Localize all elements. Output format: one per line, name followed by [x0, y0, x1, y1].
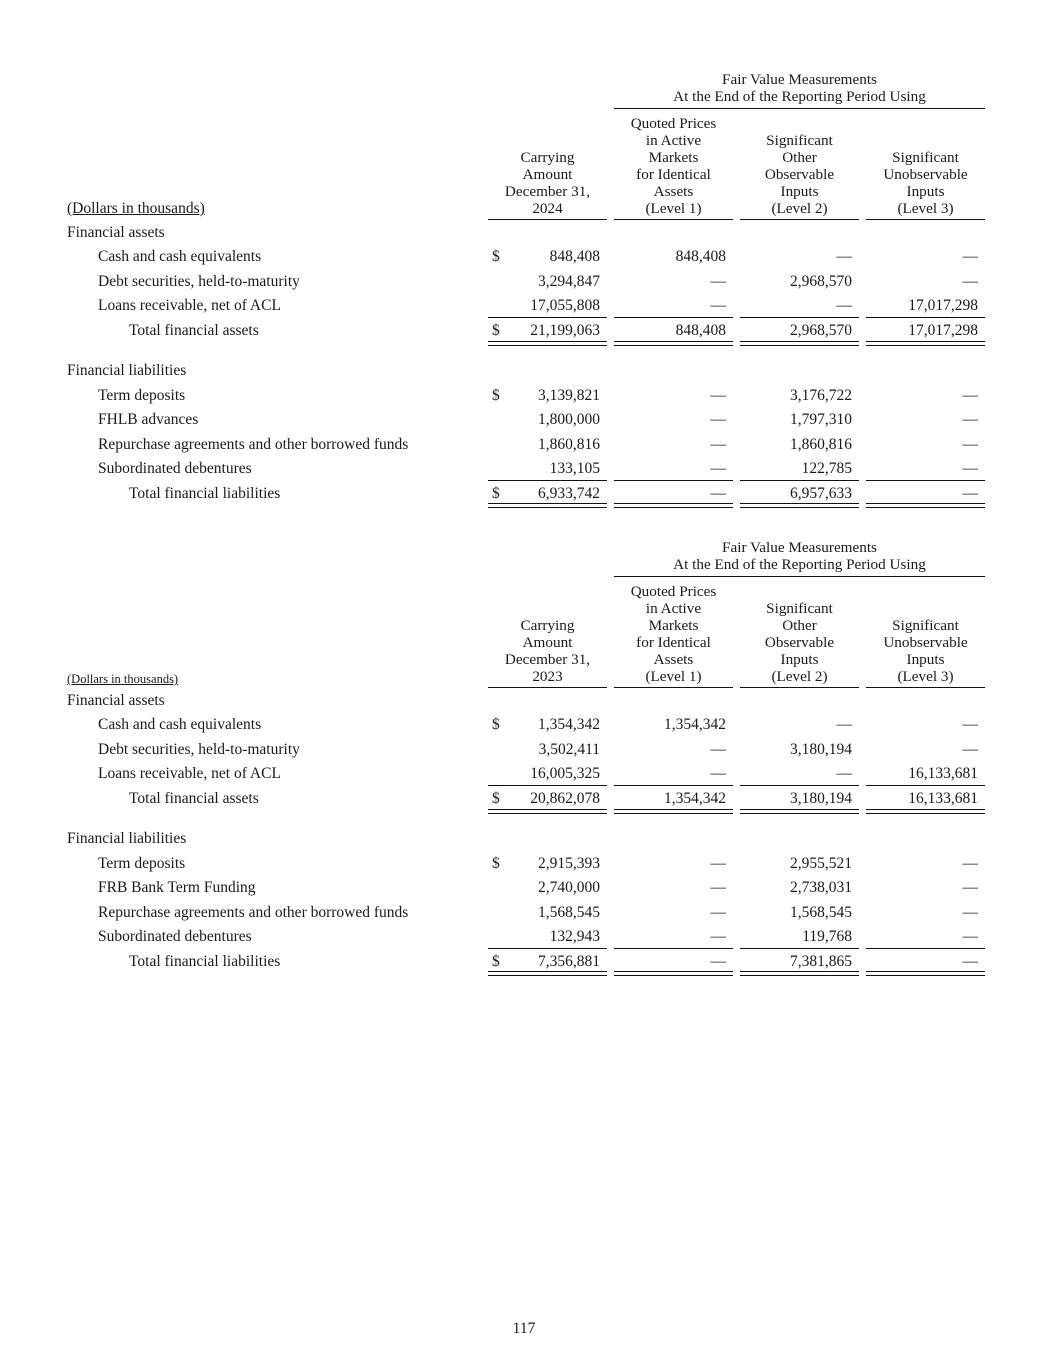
- double-rule: [488, 341, 607, 346]
- row-label: Debt securities, held-to-maturity: [98, 741, 300, 758]
- header-rule: [488, 219, 607, 220]
- carrying-value: 1,860,816: [538, 436, 600, 453]
- subtotal-rule: [740, 480, 859, 481]
- row-label: FRB Bank Term Funding: [98, 879, 256, 896]
- column-header-level2: [740, 600, 859, 685]
- level1-total: 1,354,342: [664, 790, 726, 807]
- header-line: (Level 3): [897, 668, 954, 685]
- header-line: Observable: [764, 634, 835, 651]
- header-rule: [614, 219, 733, 220]
- level2-value: 1,797,310: [790, 411, 852, 428]
- header-rule: [740, 219, 859, 220]
- total-label: Total financial liabilities: [129, 953, 281, 970]
- double-rule: [740, 341, 859, 346]
- level1-value: —: [710, 297, 726, 314]
- subtotal-rule: [740, 317, 859, 318]
- level1-total: —: [710, 953, 726, 970]
- subtotal-rule: [488, 785, 607, 786]
- currency-symbol: $: [492, 387, 500, 404]
- level3-value: —: [962, 387, 978, 404]
- level2-value: —: [836, 765, 852, 782]
- section-title-financial-liabilities: Financial liabilities: [67, 362, 187, 379]
- column-header-carrying: [488, 617, 607, 685]
- double-rule: [614, 809, 733, 814]
- double-rule: [866, 971, 985, 976]
- level1-value: —: [710, 904, 726, 921]
- level3-value: —: [962, 248, 978, 265]
- total-label: Total financial assets: [129, 790, 259, 807]
- group-header-rule: [614, 108, 985, 109]
- row-label: FHLB advances: [98, 411, 199, 428]
- level1-total: —: [710, 485, 726, 502]
- level2-total: 2,968,570: [790, 322, 852, 339]
- header-line: Amount: [522, 634, 573, 651]
- double-rule: [614, 503, 733, 508]
- section-title-financial-liabilities: Financial liabilities: [67, 830, 187, 847]
- group-header-line: Fair Value Measurements: [722, 539, 877, 556]
- level3-total: —: [962, 485, 978, 502]
- row-label: Subordinated debentures: [98, 460, 252, 477]
- carrying-value: 848,408: [549, 248, 600, 265]
- total-label: Total financial assets: [129, 322, 259, 339]
- header-line: Significant: [892, 617, 959, 634]
- double-rule: [740, 809, 859, 814]
- level2-value: —: [836, 297, 852, 314]
- carrying-value: 132,943: [549, 928, 600, 945]
- carrying-total: 21,199,063: [530, 322, 600, 339]
- level2-value: —: [836, 716, 852, 733]
- level1-value: —: [710, 879, 726, 896]
- page-number: 117: [512, 1320, 536, 1337]
- level3-value: —: [962, 741, 978, 758]
- double-rule: [740, 503, 859, 508]
- level1-value: —: [710, 741, 726, 758]
- header-rule: [614, 687, 733, 688]
- level2-value: 3,180,194: [790, 741, 852, 758]
- level3-value: —: [962, 273, 978, 290]
- header-rule: [488, 687, 607, 688]
- header-line: Inputs: [780, 183, 819, 200]
- group-header: [614, 539, 985, 573]
- column-header-level3: [866, 149, 985, 217]
- row-label: Subordinated debentures: [98, 928, 252, 945]
- header-line: 2023: [532, 668, 563, 685]
- header-line: Markets: [648, 149, 699, 166]
- header-line: Inputs: [780, 651, 819, 668]
- level2-value: 2,955,521: [790, 855, 852, 872]
- row-label: Term deposits: [98, 855, 186, 872]
- level1-value: —: [710, 765, 726, 782]
- level3-value: —: [962, 411, 978, 428]
- total-label: Total financial liabilities: [129, 485, 281, 502]
- row-label: Debt securities, held-to-maturity: [98, 273, 300, 290]
- level3-value: —: [962, 879, 978, 896]
- carrying-total: 7,356,881: [538, 953, 600, 970]
- level1-value: —: [710, 436, 726, 453]
- level2-value: —: [836, 248, 852, 265]
- header-line: (Level 3): [897, 200, 954, 217]
- header-line: Significant: [892, 149, 959, 166]
- subtotal-rule: [488, 317, 607, 318]
- row-label: Term deposits: [98, 387, 186, 404]
- subtotal-rule: [866, 480, 985, 481]
- units-label: (Dollars in thousands): [67, 200, 205, 217]
- double-rule: [740, 971, 859, 976]
- header-line: Significant: [766, 132, 833, 149]
- double-rule: [488, 809, 607, 814]
- level2-value: 1,860,816: [790, 436, 852, 453]
- subtotal-rule: [740, 948, 859, 949]
- level2-value: 2,738,031: [790, 879, 852, 896]
- level2-value: 3,176,722: [790, 387, 852, 404]
- level2-total: 6,957,633: [790, 485, 852, 502]
- header-line: Unobservable: [883, 166, 968, 183]
- subtotal-rule: [740, 785, 859, 786]
- group-header: [614, 71, 985, 105]
- subtotal-rule: [866, 948, 985, 949]
- column-header-level3: [866, 617, 985, 685]
- header-rule: [740, 687, 859, 688]
- level1-value: —: [710, 273, 726, 290]
- column-header-carrying: [488, 149, 607, 217]
- header-line: Carrying: [520, 149, 575, 166]
- carrying-value: 1,568,545: [538, 904, 600, 921]
- subtotal-rule: [614, 948, 733, 949]
- level1-value: —: [710, 387, 726, 404]
- subtotal-rule: [614, 317, 733, 318]
- row-label: Cash and cash equivalents: [98, 248, 262, 265]
- level3-value: 16,133,681: [908, 765, 978, 782]
- level3-value: —: [962, 928, 978, 945]
- header-line: Inputs: [906, 183, 945, 200]
- header-line: (Level 1): [645, 668, 702, 685]
- level2-total: 7,381,865: [790, 953, 852, 970]
- header-line: in Active: [645, 132, 702, 149]
- level2-value: 122,785: [801, 460, 852, 477]
- subtotal-rule: [488, 480, 607, 481]
- double-rule: [488, 971, 607, 976]
- subtotal-rule: [614, 785, 733, 786]
- header-line: Observable: [764, 166, 835, 183]
- header-line: Quoted Prices: [630, 115, 717, 132]
- header-line: (Level 2): [771, 668, 828, 685]
- row-label: Repurchase agreements and other borrowed funds: [98, 436, 409, 453]
- row-label: Loans receivable, net of ACL: [98, 765, 281, 782]
- level3-value: —: [962, 460, 978, 477]
- header-line: Markets: [648, 617, 699, 634]
- level3-value: 17,017,298: [908, 297, 978, 314]
- group-header-line: At the End of the Reporting Period Using: [673, 88, 926, 105]
- carrying-value: 3,502,411: [538, 741, 600, 758]
- group-header-line: Fair Value Measurements: [722, 71, 877, 88]
- carrying-value: 2,915,393: [538, 855, 600, 872]
- carrying-value: 1,354,342: [538, 716, 600, 733]
- header-line: for Identical: [636, 166, 711, 183]
- header-line: Assets: [653, 651, 694, 668]
- column-header-level1: [614, 583, 733, 685]
- carrying-value: 17,055,808: [530, 297, 600, 314]
- level3-value: —: [962, 855, 978, 872]
- header-line: December 31,: [504, 183, 591, 200]
- level2-total: 3,180,194: [790, 790, 852, 807]
- units-label: (Dollars in thousands): [67, 672, 179, 686]
- level3-value: —: [962, 716, 978, 733]
- subtotal-rule: [488, 948, 607, 949]
- header-line: Amount: [522, 166, 573, 183]
- column-header-level2: [740, 132, 859, 217]
- header-line: 2024: [532, 200, 563, 217]
- subtotal-rule: [866, 785, 985, 786]
- level2-value: 119,768: [802, 928, 852, 945]
- currency-symbol: $: [492, 322, 500, 339]
- level1-value: 1,354,342: [664, 716, 726, 733]
- level1-value: —: [710, 460, 726, 477]
- subtotal-rule: [614, 480, 733, 481]
- carrying-value: 133,105: [549, 460, 600, 477]
- subtotal-rule: [866, 317, 985, 318]
- currency-symbol: $: [492, 855, 500, 872]
- header-line: (Level 2): [771, 200, 828, 217]
- currency-symbol: $: [492, 953, 500, 970]
- column-header-level1: [614, 115, 733, 217]
- header-line: December 31,: [504, 651, 591, 668]
- header-line: Significant: [766, 600, 833, 617]
- group-header-rule: [614, 576, 985, 577]
- currency-symbol: $: [492, 248, 500, 265]
- header-line: in Active: [645, 600, 702, 617]
- carrying-total: 6,933,742: [538, 485, 600, 502]
- double-rule: [614, 341, 733, 346]
- level3-total: 16,133,681: [908, 790, 978, 807]
- level3-value: —: [962, 436, 978, 453]
- section-title-financial-assets: Financial assets: [67, 692, 165, 709]
- header-line: (Level 1): [645, 200, 702, 217]
- currency-symbol: $: [492, 485, 500, 502]
- row-label: Repurchase agreements and other borrowed funds: [98, 904, 409, 921]
- header-line: Inputs: [906, 651, 945, 668]
- header-line: Other: [782, 617, 817, 634]
- row-label: Cash and cash equivalents: [98, 716, 262, 733]
- level3-total: 17,017,298: [908, 322, 978, 339]
- header-rule: [866, 687, 985, 688]
- header-line: Carrying: [520, 617, 575, 634]
- double-rule: [488, 503, 607, 508]
- carrying-total: 20,862,078: [530, 790, 600, 807]
- level3-total: —: [962, 953, 978, 970]
- currency-symbol: $: [492, 716, 500, 733]
- level1-total: 848,408: [675, 322, 726, 339]
- level3-value: —: [962, 904, 978, 921]
- double-rule: [866, 503, 985, 508]
- group-header-line: At the End of the Reporting Period Using: [673, 556, 926, 573]
- carrying-value: 3,139,821: [538, 387, 600, 404]
- row-label: Loans receivable, net of ACL: [98, 297, 281, 314]
- header-line: Quoted Prices: [630, 583, 717, 600]
- level2-value: 2,968,570: [790, 273, 852, 290]
- header-line: Other: [782, 149, 817, 166]
- double-rule: [866, 341, 985, 346]
- carrying-value: 16,005,325: [530, 765, 600, 782]
- level1-value: —: [710, 855, 726, 872]
- double-rule: [614, 971, 733, 976]
- level2-value: 1,568,545: [790, 904, 852, 921]
- carrying-value: 1,800,000: [538, 411, 600, 428]
- level1-value: —: [710, 411, 726, 428]
- level1-value: —: [710, 928, 726, 945]
- header-rule: [866, 219, 985, 220]
- carrying-value: 3,294,847: [538, 273, 600, 290]
- section-title-financial-assets: Financial assets: [67, 224, 165, 241]
- header-line: for Identical: [636, 634, 711, 651]
- level1-value: 848,408: [675, 248, 726, 265]
- header-line: Assets: [653, 183, 694, 200]
- carrying-value: 2,740,000: [538, 879, 600, 896]
- double-rule: [866, 809, 985, 814]
- currency-symbol: $: [492, 790, 500, 807]
- header-line: Unobservable: [883, 634, 968, 651]
